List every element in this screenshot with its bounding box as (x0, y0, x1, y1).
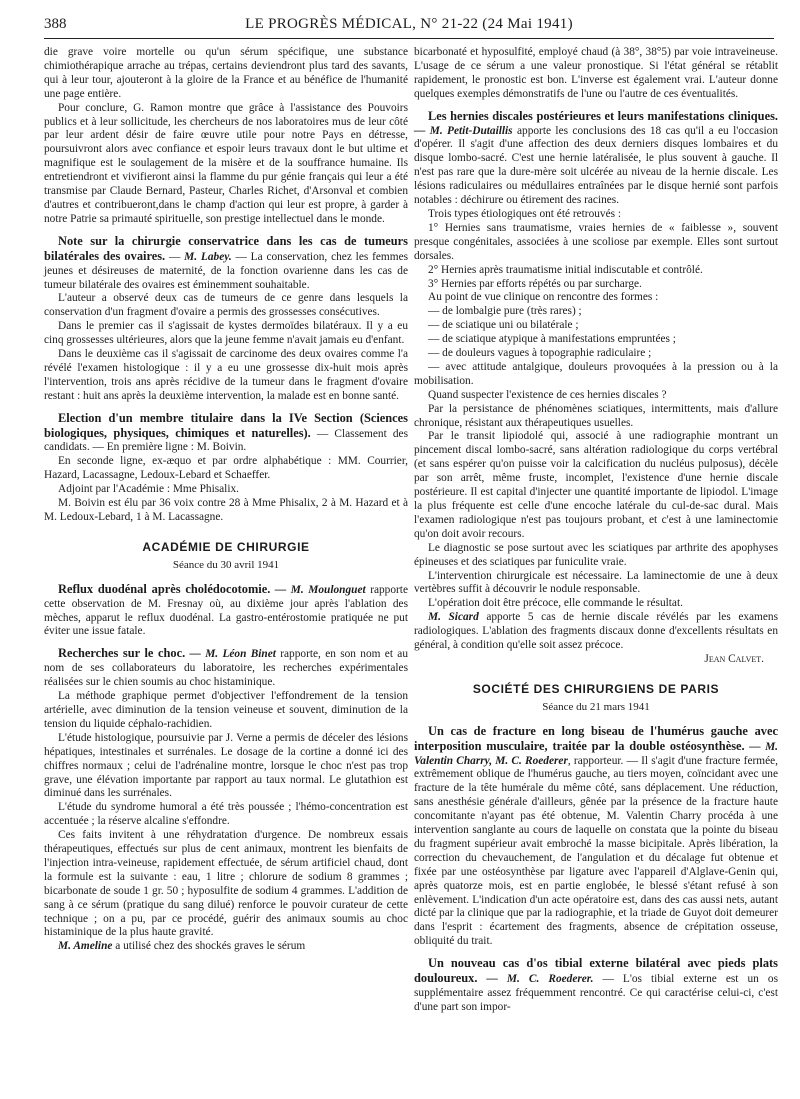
article-title: Election d'un membre titulaire dans la IVe Section (Sciences biologiques, physiques, chimiques et naturelles). (44, 410, 408, 440)
article-title: Les hernies discales postérieures et leurs manifestations cliniques. (428, 108, 778, 123)
signature: Jean Calvet. (704, 652, 764, 665)
paragraph: Quand suspecter l'existence de ces hernies discales ? (428, 388, 667, 401)
paragraph-ameline (44, 940, 408, 954)
paragraph: M. Boivin est élu par 36 voix contre 28 à Mme Phisalix, 2 à M. Hazard et à M. Ledoux-Lebard, 1 à M. Lacassagne. (44, 497, 408, 523)
paragraph-sicard (414, 611, 778, 653)
article-note-ovaires: Note sur la chirurgie conservatrice dans les cas de tumeurs bilatérales des ovaires. — M. Labey. — La conservation, chez les femmes jeunes et désireuses de maternité, de la fonction ovarienne dans les cas de tumeur bilatérale des ovaires est éminemment souhaitable. (44, 233, 409, 291)
article-body: , rapporteur. — Il s'agit d'une fracture fermée, extrêmement oblique de l'humérus gauche, au tiers moyen, coïncidant avec une fracture de la tête humérale du même côté, sans déplacement. Une réduction, sans anesthésie générale d'ailleurs, gênée par la présence de la fracture haute concomitante n'ayant pas été obtenue, M. Valentin Charry procéda à une intervention sanglante au cours de laquelle on constata que la pointe du biseau du fragment supérieur avait embroché la masse bicipitale. Après libération, la correction du chevauchement, de l'angulation et du décalage fut obtenue et fixée par une ostéosynthèse par ligature avec l'appareil d'Alglave-Genin qui, après quatorze mois, est en partie englobée, le blessé s'étant refusé à son enlèvement. L'indication d'un acte opératoire est, dans des cas aussi nets, autant dicté par la clinique que par la radiographie, et la triade de Guyot doit demeurer dans l'esprit : écartement des fragments, absence de crépitation osseuse, obliquité du trait. (414, 754, 778, 948)
paragraph: L'opération doit être précoce, elle commande le résultat. (428, 597, 683, 610)
article-body: — Classement des candidats. — En première ligne : M. Boivin. (44, 427, 408, 454)
paragraph: En seconde ligne, ex-æquo et par ordre alphabétique : MM. Courrier, Hazard, Lacassagne, Ledoux-Lebard et Schaeffer. (44, 455, 408, 482)
article-body: apporte 5 cas de hernie discale révélés par les examens radiologiques. L'ablation des fragments discaux donne d'excellents résultats en général, à condition qu'elle soit assez précoce. (414, 611, 779, 652)
paragraph: La méthode graphique permet d'objectiver l'effondrement de la tension artérielle, avec diminution de la tension veineuse et souvent, diminution de la tension du liquide céphalo-rachidien. (44, 690, 408, 730)
article-choc (44, 647, 408, 690)
article-author: M. Labey. (184, 250, 232, 263)
article-body: apporte les conclusions des 18 cas qu'il a eu l'occasion d'opérer. Il s'agit d'une affection des deux derniers disques lombaires et du disque lombo-sacré. C'est une hernie latéralisée, le plus souvent à gauche. Il n'est pas rare que la dure-mère soit ulcérée au niveau de la hernie discale. Les lésions radiculaires ou médullaires entraînées par le disque hernié sont parfois notables : déchirure ou étirement des racines. (414, 124, 778, 207)
paragraph: Dans le deuxième cas il s'agissait de carcinome des deux ovaires comme l'a révélé l'examen histologique : il y a eu une grossesse dix-huit mois après l'intervention, trois ans après récidive de la tumeur dans le fragment d'ovaire restant : huit ans après la deuxième intervention, la malade est en bonne santé. (44, 348, 408, 402)
paragraph: Par le transit lipiodolé qui, associé à une radiographie montrant un pincement discal lombo-sacré, sans altération radiologique du corps vertébral (et sans espérer qu'on puisse voir la calcification du nucléus pulposus), décèle par son arrêt, même fruste, incomplet, l'existence d'une hernie discale postérieure. Il est capital d'injecter une quantité importante de lipiodol. L'image la plus fréquente est celle d'une encoche latérale du cul-de-sac dural. Mais l'examen radiologique n'est pas toujours probant, et c'est à une laminectomie qu'on doit avoir recours. (414, 430, 778, 540)
session-date: Séance du 21 mars 1941 (542, 700, 650, 713)
right-column (414, 46, 778, 1015)
article-author: M. Sicard (428, 611, 479, 624)
list-item: 2° Hernies après traumatisme initial indiscutable et contrôlé. (428, 263, 703, 276)
article-title: Reflux duodénal après cholédocotomie. (58, 581, 271, 596)
article-author: — M. Petit-Dutaillis (414, 124, 513, 137)
paragraph: die grave voire mortelle ou qu'un sérum spécifique, une substance chimiothérapique arrache au trépas, certains deviendront plus tard des savants, qui à leur tour, ajouteront à la gloire de la France et au bénéfice de l'humanité une page entière. (44, 46, 408, 100)
article-hernies (414, 110, 778, 208)
left-column (44, 46, 408, 954)
paragraph: bicarbonaté et hyposulfité, employé chaud (à 38°, 38°5) par voie intraveineuse. L'usage de ce sérum a une valeur pronostique. Si l'état général se rétablit rapidement, le pronostic est bon. L'inverse est également vrai. L'auteur donne quelques exemples démonstratifs de l'une ou l'autre de ces éventualités. (414, 46, 778, 100)
article-author: — M. Valentin Charry, M. C. Roederer (414, 740, 779, 767)
paragraph: L'intervention chirurgicale est nécessaire. La laminectomie de une à deux vertèbres suffit à découvrir le nodule responsable. (414, 569, 778, 596)
list-item: — avec attitude antalgique, douleurs provoquées à la pression ou à la mobilisation. (414, 360, 778, 387)
article-title: Recherches sur le choc. (58, 646, 186, 661)
article-title: Note sur la chirurgie conservatrice dans les cas de tumeurs bilatérales des ovaires. (44, 233, 408, 263)
article-author: — M. Léon Binet (189, 648, 276, 661)
paragraph: Pour conclure, G. Ramon montre que grâce à l'assistance des Pouvoirs publics et à leur sollicitude, les chercheurs de nos laboratoires mus de leur côté par leur ardent désir de faire œuvre utile pour notre Pays en détresse, poursuivront alors avec confiance et espoir leurs travaux dont le but ultime et magnifique est le soulagement de la misère et de la souffrance humaine. Ils entretiendront et vivifieront ainsi la flamme du pur génie français qui leur a été transmise par Claude Bernard, Pasteur, Charles Richet, d'Arsonval et combien d'autres et contribueront,dans le champ d'action qui leur est propre, à garder à notre Patrie sa primauté spirituelle, son prestige intellectuel dans le monde. (44, 101, 408, 225)
article-author: — M. Moulonguet (274, 583, 366, 596)
list-item: — de douleurs vagues à topographie radiculaire ; (428, 347, 652, 360)
paragraph: Dans le premier cas il s'agissait de kystes dermoïdes bilatéraux. Il y a eu cinq grossesses ultérieures, alors que la jeune femme n'avait jamais eu d'enfant. (44, 320, 408, 347)
article-body: a utilisé chez des shockés graves le sérum (112, 940, 306, 953)
article-fracture (414, 725, 778, 950)
article-title: Un cas de fracture en long biseau de l'humérus gauche avec interposition musculaire, traitée par la double ostéosynthèse. (414, 723, 778, 753)
list-item: — de lombalgie pure (très rares) ; (428, 305, 582, 318)
article-body: — L'os tibial externe est un os supplémentaire assez fréquemment rencontré. Ce qui caractérise celui-ci, c'est d'une part son impor- (414, 973, 778, 1013)
article-title: Un nouveau cas d'os tibial externe bilatéral avec pieds plats douloureux. (414, 956, 778, 986)
list-item: — de sciatique uni ou bilatérale ; (428, 319, 579, 332)
section-heading-academie: ACADÉMIE DE CHIRURGIE (142, 539, 310, 554)
article-reflux (44, 583, 408, 640)
session-date: Séance du 30 avril 1941 (172, 558, 280, 571)
page-header (44, 12, 774, 39)
page-number: 388 (44, 16, 67, 32)
article-author: M. Ameline (58, 940, 113, 953)
paragraph: L'auteur a observé deux cas de tumeurs de ce genre dans lesquels la conservation d'un fragment d'ovaire a permis des grossesses consécutives. (44, 292, 408, 319)
article-election (44, 412, 408, 456)
article-body: — La conservation, chez les femmes jeunes et désireuses de maternité, de la fonction ovarienne dans les cas de tumeur bilatérale des ovaires est éminemment souhaitable. (44, 250, 409, 291)
paragraph: Le diagnostic se pose surtout avec les sciatiques par arthrite des apophyses épineuses et des sciatiques par funiculite vraie. (414, 541, 778, 568)
paragraph: Au point de vue clinique on rencontre des formes : (428, 291, 659, 304)
article-body: rapporte cette observation de M. Fresnay où, au dixième jour après l'ablation des mèches, apparut le reflux duodénal. La gastro-entérostomie pratiquée ne put éviter une issue fatale. (44, 583, 408, 638)
paragraph: Ces faits invitent à une réhydratation d'urgence. De nombreux essais thérapeutiques, effectués sur plus de cent animaux, montrent les bienfaits de l'injection intra-veineuse, rapidement effectuée, de sérum artificiel chaud, dont la formule est la suivante : eau, 1 litre ; chlorure de sodium 8 grammes ; bicarbonate de soude 1 gr. 50 ; hyposulfite de sodium 4 grammes. L'addition de sang à ce sérum (pratique du sang dilué) renforce le pouvoir curateur de cette technique ; on a pu, par ce procédé, guérir des animaux soumis au choc histaminique de la plus haute gravité. (44, 829, 408, 939)
paragraph: Par la persistance de phénomènes sciatiques, intermittents, mais d'allure chronique, résistant aux thérapeutiques usuelles. (414, 402, 778, 429)
journal-title: LE PROGRÈS MÉDICAL, N° 21-22 (24 Mai 1941) (245, 16, 573, 32)
paragraph: Adjoint par l'Académie : Mme Phisalix. (58, 483, 239, 496)
paragraph: L'étude du syndrome humoral a été très poussée ; l'hémo-concentration est accentuée ; la réserve alcaline s'effondre. (44, 801, 408, 828)
paragraph: L'étude histologique, poursuivie par J. Verne a permis de déceler des lésions hépatiques, intestinales et surrénales. Le dosage de la cortine a donné ici des chiffres normaux ; celui de l'adrénaline montre, lorsque le choc n'est pas trop grave, une élévation importante par rapport au taux normal. Le glutathion est diminué dans les surrénales. (44, 731, 408, 800)
article-os-tibial (414, 957, 778, 1015)
section-heading-societe: SOCIÉTÉ DES CHIRURGIENS DE PARIS (472, 681, 720, 696)
list-item: 1° Hernies sans traumatisme, vraies hernies de « faiblesse », souvent presque congénitales, associées à une scoliose par exemple. Elles sont surtout dorsales. (414, 221, 778, 262)
article-author: — M. C. Roederer. (486, 973, 594, 986)
list-item: — de sciatique atypique à manifestations empruntées ; (428, 333, 676, 346)
article-body: rapporte, en son nom et au nom de ses collaborateurs du laboratoire, les recherches expérimentales réalisées sur le chien soumis au choc histaminique. (44, 648, 409, 689)
paragraph: Trois types étiologiques ont été retrouvés : (428, 207, 622, 220)
list-item: 3° Hernies par efforts répétés ou par surcharge. (428, 277, 642, 290)
